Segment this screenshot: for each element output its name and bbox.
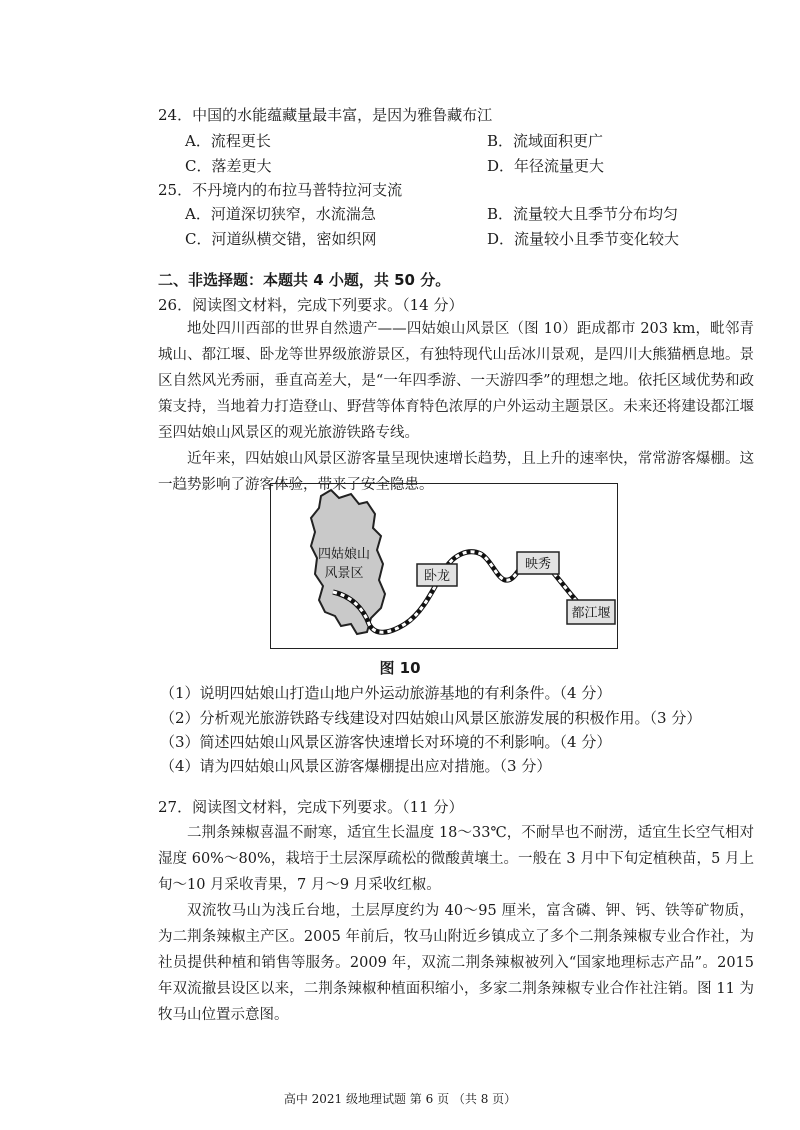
question-26-subquestion-4: （4）请为四姑娘山风景区游客爆棚提出应对措施。（3 分） [160, 757, 552, 775]
stop-yingxiu-label: 映秀 [524, 557, 552, 572]
question-27-paragraph-2: 双流牧马山为浅丘台地，土层厚度约为 40～95 厘米，富含磷、钾、钙、铁等矿物质，为二荆条辣椒主产区。2005 年前后，牧马山附近乡镇成立了多个二荆条辣椒专业合作社，为社员提供种植和销售等服务。2009 年，双流二荆条辣椒被列入“国家地理标志产品”。2015 年双流撤县设区以来，二荆条辣椒种植面积缩小，多家二荆条辣椒专业合作社注销。图 11 为牧马山位置示意图。 [158, 903, 755, 1023]
question-24-option-c: C．落差更大 [185, 157, 272, 175]
question-26-material [158, 316, 754, 498]
question-25-option-d: D．流量较小且季节变化较大 [487, 230, 680, 248]
stop-wolong-label: 卧龙 [423, 569, 451, 584]
question-24-stem: 24．中国的水能蕴藏量最丰富，是因为雅鲁藏布江 [158, 106, 493, 124]
question-25-option-c: C．河道纵横交错，密如织网 [185, 230, 377, 248]
question-24-option-b: B．流域面积更广 [487, 132, 604, 150]
map-svg [271, 484, 616, 647]
question-25-option-b: B．流量较大且季节分布均匀 [487, 205, 679, 223]
scenic-area-label-line1: 四姑娘山 [317, 547, 371, 562]
question-24-option-d: D．年径流量更大 [487, 157, 605, 175]
question-26-subquestion-1: （1）说明四姑娘山打造山地户外运动旅游基地的有利条件。（4 分） [160, 684, 612, 702]
question-25-option-a: A．河道深切狭窄，水流湍急 [185, 205, 376, 223]
scenic-area-label-line2: 风景区 [324, 566, 364, 581]
figure-10-caption: 图 10 [379, 659, 421, 677]
figure-10-map [270, 483, 618, 649]
question-27-stem: 27．阅读图文材料，完成下列要求。（11 分） [158, 798, 464, 816]
question-24-option-a: A．流程更长 [185, 132, 271, 150]
question-26-paragraph-1: 地处四川西部的世界自然遗产——四姑娘山风景区（图 10）距成都市 203 km，毗邻青城山、都江堰、卧龙等世界级旅游景区，有独特现代山岳冰川景观，是四川大熊猫栖息地。景区自然风光秀丽，垂直高差大，是“一年四季游、一天游四季”的理想之地。依托区域优势和政策支持，当地着力打造登山、野营等体育特色浓厚的户外运动主题景区。未来还将建设都江堰至四姑娘山风景区的观光旅游铁路专线。 [158, 321, 754, 441]
question-27-material [158, 820, 754, 1028]
question-26-subquestion-3: （3）简述四姑娘山风景区游客快速增长对环境的不利影响。（4 分） [160, 733, 612, 751]
question-26-stem: 26．阅读图文材料，完成下列要求。（14 分） [158, 296, 464, 314]
scenic-area-shape [311, 490, 385, 634]
question-27-paragraph-1: 二荆条辣椒喜温不耐寒，适宜生长温度 18～33℃，不耐旱也不耐涝，适宜生长空气相对湿度 60%～80%，栽培于土层深厚疏松的微酸黄壤土。一般在 3 月中下旬定植秧苗，5 月上旬～10 月采收青果，7 月～9 月采收红椒。 [158, 825, 754, 893]
question-26-paragraph-2: 近年来，四姑娘山风景区游客量呈现快速增长趋势，且上升的速率快，常常游客爆棚。这一趋势影响了游客体验，带来了安全隐患。 [158, 451, 754, 493]
question-25-stem: 25．不丹境内的布拉马普特拉河支流 [158, 181, 403, 199]
page-footer: 高中 2021 级地理试题 第 6 页 （共 8 页） [283, 1092, 517, 1106]
stop-dujiangyan-label: 都江堰 [571, 606, 611, 621]
question-26-subquestion-2: （2）分析观光旅游铁路专线建设对四姑娘山风景区旅游发展的积极作用。（3 分） [160, 709, 702, 727]
section-heading: 二、非选择题：本题共 4 小题，共 50 分。 [158, 271, 451, 289]
